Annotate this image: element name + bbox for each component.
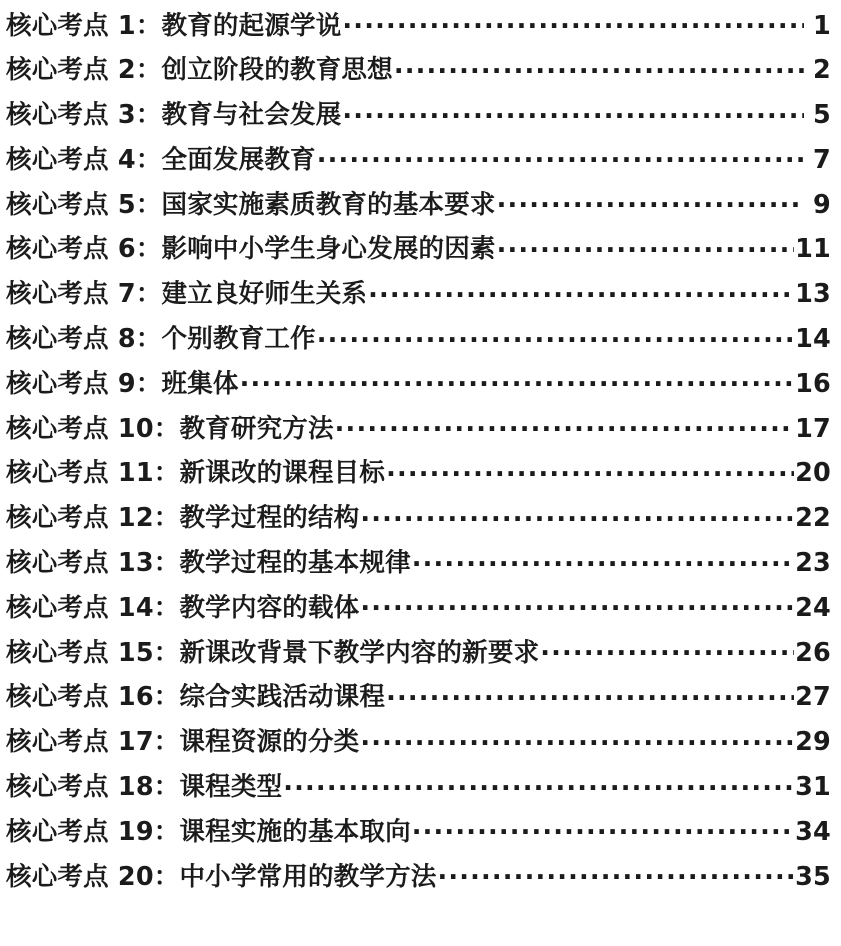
toc-entry[interactable] bbox=[6, 366, 831, 411]
toc-entry-title: 核心考点 18：课程类型 bbox=[6, 772, 283, 803]
toc-entry-title: 核心考点 19：课程实施的基本取向 bbox=[6, 816, 411, 847]
toc-entry-page-number: 22 bbox=[795, 503, 831, 534]
toc-entry[interactable] bbox=[6, 725, 831, 770]
toc-leader-dots bbox=[386, 680, 794, 706]
toc-entry[interactable] bbox=[6, 770, 831, 815]
toc-entry[interactable] bbox=[6, 53, 831, 98]
toc-entry-page-number: 31 bbox=[795, 772, 831, 803]
toc-entry[interactable] bbox=[6, 501, 831, 546]
toc-entry-page-number: 5 bbox=[813, 100, 831, 131]
toc-entry-page-number: 29 bbox=[795, 727, 831, 758]
toc-entry[interactable] bbox=[6, 8, 831, 53]
toc-leader-dots bbox=[342, 8, 804, 34]
toc-entry-page-number: 23 bbox=[795, 548, 831, 579]
toc-leader-dots bbox=[368, 277, 794, 303]
toc-leader-dots bbox=[317, 142, 804, 168]
toc-entry-page-number: 2 bbox=[813, 55, 831, 86]
toc-entry-title: 核心考点 4：全面发展教育 bbox=[6, 144, 316, 175]
toc-leader-dots bbox=[342, 98, 804, 124]
toc-entry[interactable] bbox=[6, 456, 831, 501]
toc-entry-title: 核心考点 6：影响中小学生身心发展的因素 bbox=[6, 234, 496, 265]
toc-entry-title: 核心考点 13：教学过程的基本规律 bbox=[6, 548, 411, 579]
toc-entry-page-number: 1 bbox=[813, 10, 831, 41]
toc-entry[interactable] bbox=[6, 680, 831, 725]
toc-leader-dots bbox=[412, 814, 794, 840]
toc-entry-page-number: 20 bbox=[795, 458, 831, 489]
toc-leader-dots bbox=[394, 53, 804, 79]
toc-entry-title: 核心考点 17：课程资源的分类 bbox=[6, 727, 360, 758]
toc-entry-page-number: 17 bbox=[795, 413, 831, 444]
toc-entry-page-number: 16 bbox=[795, 368, 831, 399]
toc-entry[interactable] bbox=[6, 277, 831, 322]
toc-entry[interactable] bbox=[6, 142, 831, 187]
toc-entry-page-number: 13 bbox=[795, 279, 831, 310]
toc-entry[interactable] bbox=[6, 546, 831, 591]
toc-leader-dots bbox=[497, 187, 804, 213]
toc-entry-title: 核心考点 9：班集体 bbox=[6, 368, 239, 399]
toc-entry[interactable] bbox=[6, 187, 831, 232]
toc-entry-title: 核心考点 12：教学过程的结构 bbox=[6, 503, 360, 534]
toc-entry-title: 核心考点 5：国家实施素质教育的基本要求 bbox=[6, 189, 496, 220]
toc-leader-dots bbox=[497, 232, 794, 258]
toc-leader-dots bbox=[540, 635, 794, 661]
toc-entry[interactable] bbox=[6, 411, 831, 456]
toc-entry-page-number: 7 bbox=[813, 144, 831, 175]
toc-entry-page-number: 26 bbox=[795, 637, 831, 668]
toc-entry[interactable] bbox=[6, 590, 831, 635]
toc-entry-title: 核心考点 20：中小学常用的教学方法 bbox=[6, 861, 437, 892]
toc-entry-page-number: 24 bbox=[795, 592, 831, 623]
toc-leader-dots bbox=[283, 770, 794, 796]
toc-leader-dots bbox=[240, 366, 794, 392]
toc-entry-title: 核心考点 15：新课改背景下教学内容的新要求 bbox=[6, 637, 540, 668]
toc-entry-title: 核心考点 1：教育的起源学说 bbox=[6, 10, 342, 41]
toc-leader-dots bbox=[412, 546, 794, 572]
toc-leader-dots bbox=[335, 411, 794, 437]
toc-entry-title: 核心考点 16：综合实践活动课程 bbox=[6, 682, 386, 713]
toc-entry-title: 核心考点 14：教学内容的载体 bbox=[6, 592, 360, 623]
toc-leader-dots bbox=[437, 859, 794, 885]
toc-entry-title: 核心考点 2：创立阶段的教育思想 bbox=[6, 55, 393, 86]
toc-entry[interactable] bbox=[6, 635, 831, 680]
toc-entry[interactable] bbox=[6, 814, 831, 859]
toc-entry-page-number: 35 bbox=[795, 861, 831, 892]
toc-entry-page-number: 34 bbox=[795, 816, 831, 847]
toc-leader-dots bbox=[317, 322, 794, 348]
toc-leader-dots bbox=[360, 590, 794, 616]
toc-entry-title: 核心考点 7：建立良好师生关系 bbox=[6, 279, 368, 310]
toc-entry-page-number: 27 bbox=[795, 682, 831, 713]
toc-entry-page-number: 11 bbox=[795, 234, 831, 265]
toc-entry[interactable] bbox=[6, 232, 831, 277]
toc-entry-page-number: 14 bbox=[795, 324, 831, 355]
toc-leader-dots bbox=[360, 501, 794, 527]
toc-entry-title: 核心考点 10：教育研究方法 bbox=[6, 413, 334, 444]
toc-entry[interactable] bbox=[6, 859, 831, 904]
toc-leader-dots bbox=[386, 456, 794, 482]
toc-entry-page-number: 9 bbox=[813, 189, 831, 220]
toc-entry-title: 核心考点 3：教育与社会发展 bbox=[6, 100, 342, 131]
toc-entry[interactable] bbox=[6, 322, 831, 367]
toc-leader-dots bbox=[360, 725, 794, 751]
toc-entry-title: 核心考点 11：新课改的课程目标 bbox=[6, 458, 386, 489]
toc-entry-title: 核心考点 8：个别教育工作 bbox=[6, 324, 316, 355]
toc-entry[interactable] bbox=[6, 98, 831, 143]
